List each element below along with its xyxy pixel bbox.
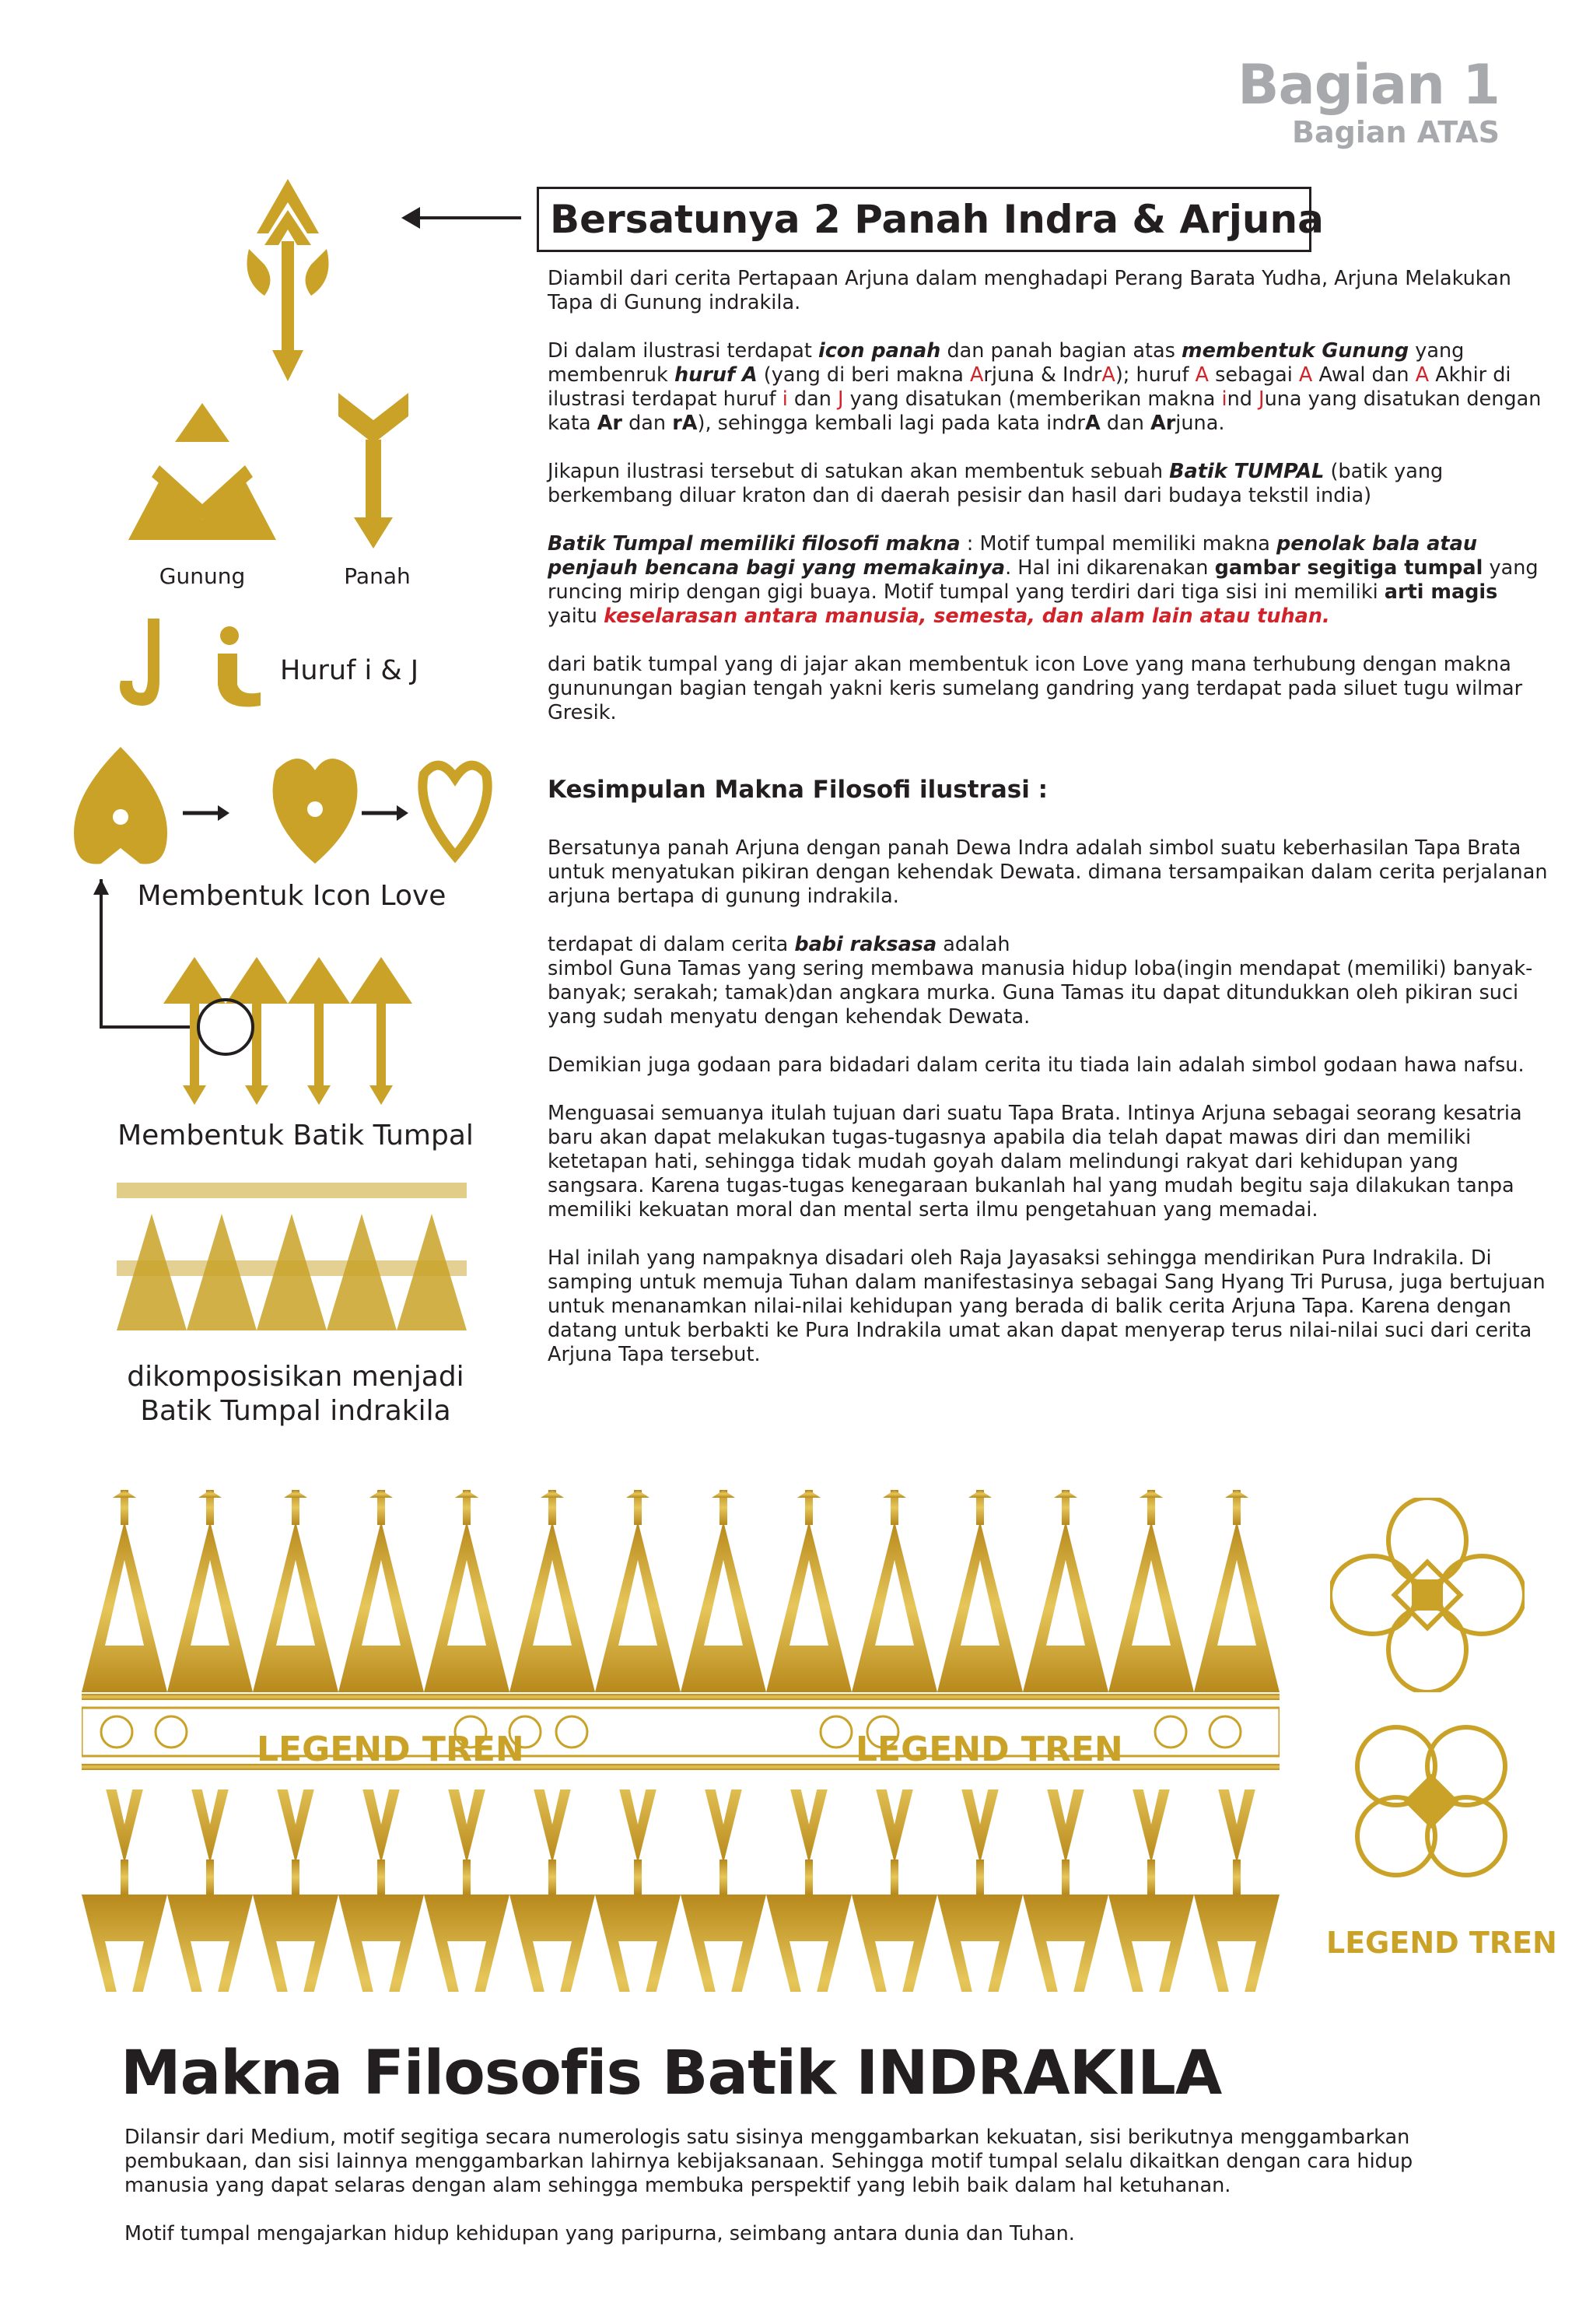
paragraph: Dilansir dari Medium, motif segitiga secara numerologis satu sisinya menggambarkan kekuatan, sisi berikutnya menggambarkan pembukaan, dan sisi lainnya menggambarkan lahirnya kebijaksanaan. Sehingga motif tumpal selalu dikaitkan dengan cara hidup manusia yang dapat selaras dengan alam sehingga membuka perspektif yang lebih baik dalam hal ketuhanan. bbox=[124, 2126, 1413, 2197]
flower-motif-icon bbox=[1330, 1498, 1525, 1692]
love-transform-icon bbox=[66, 747, 494, 871]
band-brand-left: LEGEND TREN bbox=[257, 1730, 524, 1769]
paragraph: Hal inilah yang nampaknya disadari oleh Raja Jayasaksi sehingga mendirikan Pura Indrakila. Di samping untuk memuja Tuhan dalam manifestasinya sebagai Sang Hyang Tri Purusa, juga bertujuan untuk menanamkan nilai-nilai kehidupan yang berada di balik cerita Arjuna Tapa. Karena dengan datang untuk berbakti ke Pura Indrakila umat akan dapat menyerap terus nilai-nilai suci dari cerita Arjuna Tapa tersebut. bbox=[548, 1246, 1546, 1366]
bottom-text bbox=[124, 2126, 1493, 2246]
mountain-icon bbox=[128, 403, 276, 540]
paragraph: Motif tumpal mengajarkan hidup kehidupan yang paripurna, seimbang antara dunia dan Tuhan. bbox=[124, 2222, 1075, 2245]
subpart-label: Bagian ATAS bbox=[1292, 115, 1500, 149]
label-komposisi-2: Batik Tumpal indrakila bbox=[140, 1395, 451, 1427]
paragraph: Di dalam ilustrasi terdapat icon panah dan panah bagian atas membentuk Gunung yang membenruk huruf A (yang di beri makna Arjuna & IndrA); huruf A sebagai A Awal dan A Akhir di ilustrasi terdapat huruf i dan J yang disatukan (memberikan makna ind Juna yang disatukan dengan kata Ar dan rA), sehingga kembali lagi pada kata indrA dan Arjuna. bbox=[548, 339, 1542, 435]
tumpal-formation-icon bbox=[93, 879, 451, 1105]
paragraph: Menguasai semuanya itulah tujuan dari suatu Tapa Brata. Intinya Arjuna sebagai seorang kesatria baru akan dapat melakukan tugas-tugasnya apabila dia telah dapat mawas diri dan memiliki ketetapan hati, sehingga tidak mudah goyah dalam melindungi rakyat dari kehidupan yang sangsara. Karena tugas-tugas kenegaraan bukanlah hal yang mudah begitu saja dilakukan tanpa memiliki kekuatan moral dan mental serta ilmu pengetahuan yang memadai. bbox=[548, 1102, 1522, 1222]
flower-motif-icon bbox=[1342, 1712, 1521, 1891]
paragraph: Jikapun ilustrasi tersebut di satukan akan membentuk sebuah Batik TUMPAL (batik yang berkembang diluar kraton dan di daerah pesisir dan hasil dari budaya tekstil india) bbox=[548, 460, 1444, 507]
label-batik-tumpal: Membentuk Batik Tumpal bbox=[117, 1120, 474, 1151]
paragraph: Bersatunya panah Arjuna dengan panah Dewa Indra adalah simbol suatu keberhasilan Tapa Brata untuk menyatukan pikiran dengan kehendak Dewata. dimana tersampaikan dalam cerita perjalanan arjuna bertapa di gunung indrakila. bbox=[548, 836, 1548, 908]
body-text bbox=[548, 267, 1548, 725]
part-label: Bagian 1 bbox=[1238, 53, 1500, 117]
arrow-merge-icon bbox=[233, 179, 342, 381]
letter-i-j-icon bbox=[117, 619, 280, 712]
bottom-title: Makna Filosofis Batik INDRAKILA bbox=[121, 2038, 1222, 2108]
paragraph: simbol Guna Tamas yang sering membawa manusia hidup loba(ingin mendapat (memiliki) banyak-banyak; serakah; tamak)dan angkara murka. Guna Tamas itu dapat ditundukkan oleh pikiran suci yang sudah menyatu dengan kehendak Dewata. bbox=[548, 957, 1533, 1029]
label-panah: Panah bbox=[344, 563, 411, 589]
label-komposisi-1: dikomposisikan menjadi bbox=[127, 1361, 464, 1393]
tumpal-composition-pattern bbox=[117, 1183, 467, 1330]
paragraph: Diambil dari cerita Pertapaan Arjuna dalam menghadapi Perang Barata Yudha, Arjuna Melakukan Tapa di Gunung indrakila. bbox=[548, 267, 1511, 314]
paragraph: dari batik tumpal yang di jajar akan membentuk icon Love yang mana terhubung dengan makna gununungan bagian tengah yakni keris sumelang gandring yang terdapat pada siluet tugu wilmar Gresik. bbox=[548, 653, 1523, 724]
label-icon-love: Membentuk Icon Love bbox=[137, 880, 446, 912]
section-header bbox=[1238, 54, 1500, 149]
kesimpulan-heading: Kesimpulan Makna Filosofi ilustrasi : bbox=[548, 776, 1049, 804]
label-gunung: Gunung bbox=[159, 563, 246, 589]
arrow-icon bbox=[338, 393, 408, 549]
logo-text: LEGEND TREN bbox=[1326, 1926, 1557, 1960]
band-brand-right: LEGEND TREN bbox=[856, 1730, 1123, 1769]
arrow-left-icon bbox=[404, 216, 521, 219]
paragraph: Demikian juga godaan para bidadari dalam cerita itu tiada lain adalah simbol godaan hawa nafsu. bbox=[548, 1053, 1525, 1077]
paragraph: terdapat di dalam cerita babi raksasa adalah bbox=[548, 933, 1010, 956]
main-title: Bersatunya 2 Panah Indra & Arjuna bbox=[537, 187, 1311, 252]
label-huruf: Huruf i & J bbox=[280, 655, 419, 686]
paragraph: Batik Tumpal memiliki filosofi makna : Motif tumpal memiliki makna penolak bala atau penjauh bencana bagi yang memakainya. Hal ini dikarenakan gambar segitiga tumpal yang runcing mirip dengan gigi buaya. Motif tumpal yang terdiri dari tiga sisi ini memiliki arti magis yaitu keselarasan antara manusia, semesta, dan alam lain atau tuhan. bbox=[548, 532, 1539, 628]
kesimpulan-text bbox=[548, 836, 1548, 1367]
